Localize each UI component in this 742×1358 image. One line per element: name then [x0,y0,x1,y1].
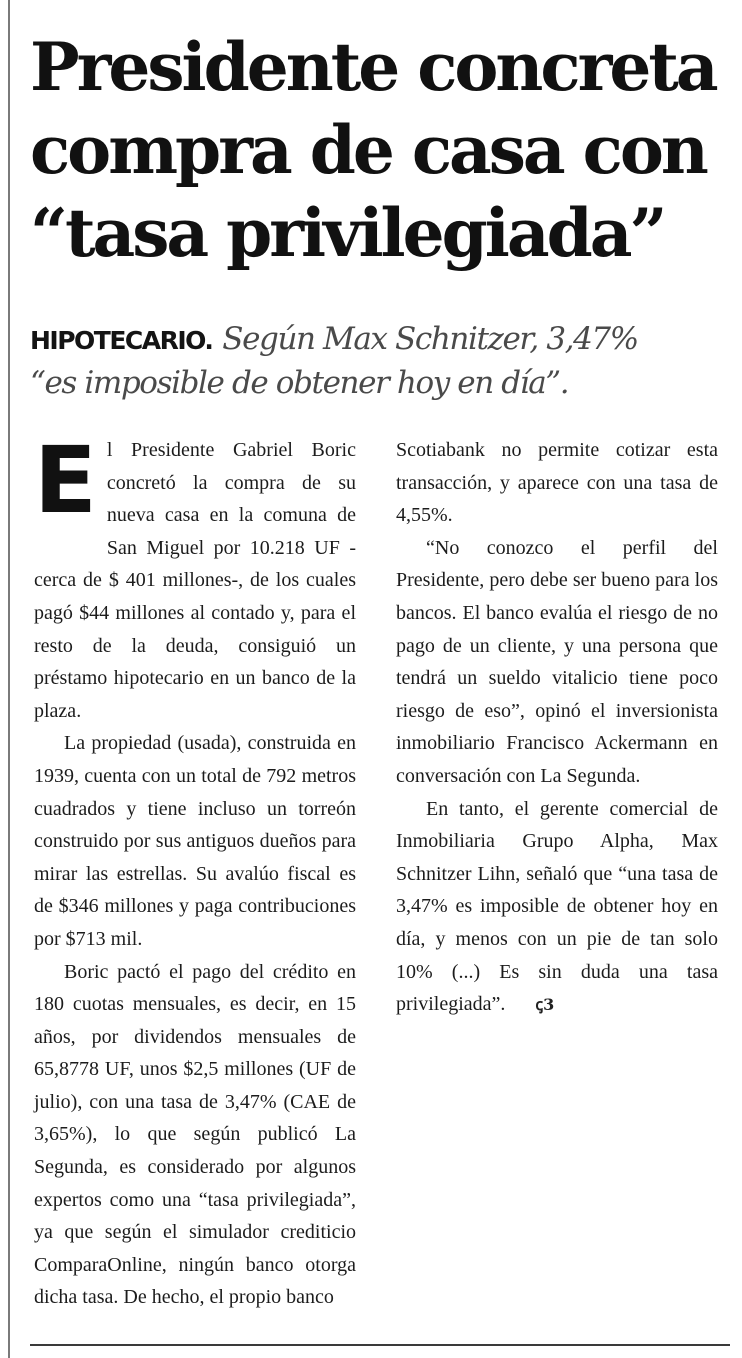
deck-text-1: Según Max Schnitzer, 3,47% [222,321,638,357]
paragraph-2: La propiedad (usada), construida en 1939, cuenta con un total de 792 metros cuadrados y tiene incluso un torreón construido por sus antiguos dueños para mirar las estrellas. Su avalúo fiscal es de $346 millones y paga contribuciones por $713 mil. [34,732,356,950]
paragraph-3-continued: Scotiabank no permite cotizar esta transacción, y aparece con una tasa de 4,55%. [396,439,718,527]
deck-line-2: “es imposible de obtener hoy en día”. [30,365,569,401]
headline [30,26,730,275]
headline-line-1: Presidente concreta [30,28,716,106]
end-mark-icon: ꞔ3 [535,995,555,1015]
deck-line-1 [30,318,730,362]
bottom-rule [30,1344,730,1346]
paragraph-1 [34,427,356,727]
deck [30,318,730,404]
headline-line-2: compra de casa con [30,111,706,189]
paragraph-5 [396,793,718,1022]
paragraph-3: Boric pactó el pago del crédito en 180 cuotas mensuales, es decir, en 15 años, por dividendos mensuales de 65,8778 UF, unos $2,5 millones (UF de julio), con una tasa de 3,47% (CAE de 3,65%), lo que según publicó La Segunda, es considerado por algunos expertos como una “tasa privilegiada”, ya que según el simulador crediticio ComparaOnline, ningún banco otorga dicha tasa. De hecho, el propio banco [34,960,356,1309]
left-column-rule [8,0,10,1358]
paragraph-4: “No conozco el perfil del Presidente, pero debe ser bueno para los bancos. El banco evalúa el riesgo de no pago de un cliente, y una persona que tendrá un sueldo vitalicio tiene poco riesgo de eso”, opinó el inversionista inmobiliario Francisco Ackermann en conversación con La Segunda. [396,536,718,787]
headline-line-3: “tasa privilegiada” [30,194,665,272]
article-column-right [396,434,718,1022]
paragraph-5-text: En tanto, el gerente comercial de Inmobiliaria Grupo Alpha, Max Schnitzer Lihn, señaló que “una tasa de 3,47% es imposible de obtener hoy en día, y menos con un pie de tan solo 10% (...) Es sin duda una tasa privilegiada”. [396,797,718,1016]
kicker: HIPOTECARIO. [30,326,213,355]
paragraph-1-text: l Presidente Gabriel Boric concretó la compra de su nueva casa en la comuna de San Miguel por 10.218 UF -cerca de $ 401 millones-, de los cuales pagó $44 millones al contado y, para el resto de la deuda, consiguió un préstamo hipotecario en un banco de la plaza. [34,439,356,722]
article-column-left [34,427,356,1314]
drop-cap: E [34,427,97,534]
